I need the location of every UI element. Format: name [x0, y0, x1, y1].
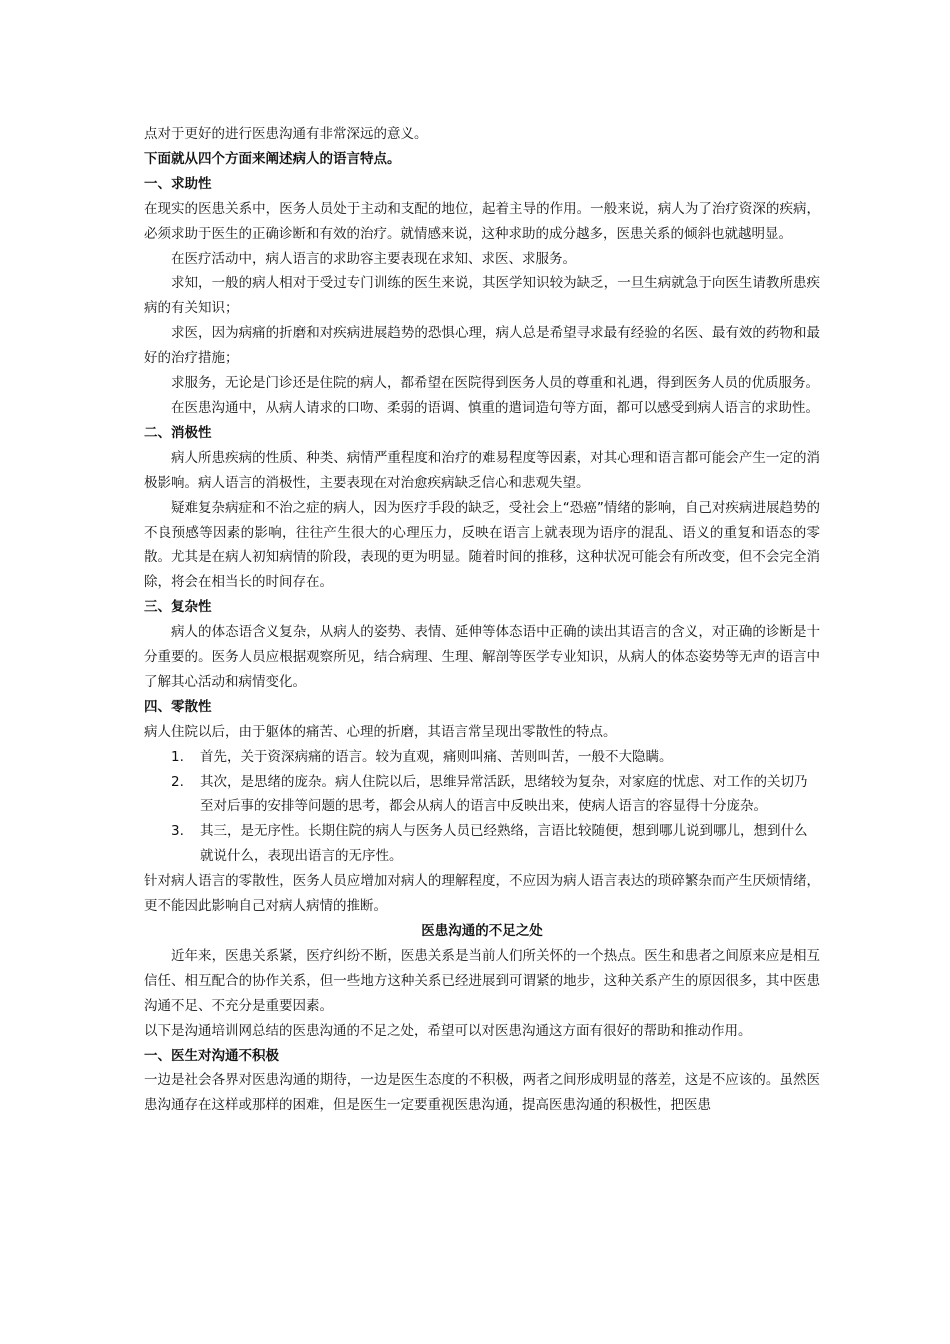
section-heading-1: 一、求助性 [144, 175, 212, 192]
list-text: 首先，关于资深病痛的语言。较为直观，痛则叫痛、苦则叫苦，一般不大隐瞒。 [200, 748, 673, 765]
list-text: 其三，是无序性。长期住院的病人与医务人员已经熟络，言语比较随便，想到哪儿说到哪儿，想到什么就说什么，表现出语言的无序性。 [200, 823, 808, 865]
paragraph: 针对病人语言的零散性，医务人员应增加对病人的理解程度，不应因为病人语言表达的琐碎繁杂而产生厌烦情绪，更不能因此影响自己对病人病情的推断。 [144, 873, 820, 915]
list-item [144, 770, 820, 820]
paragraph: 点对于更好的进行医患沟通有非常深远的意义。 [144, 126, 428, 142]
list-item [144, 745, 820, 770]
paragraph: 病人的体态语含义复杂，从病人的姿势、表情、延伸等体态语中正确的读出其语言的含义，对正确的诊断是十分重要的。医务人员应根据观察所见，结合病理、生理、解剖等医学专业知识，从病人的体态姿势等无声的语言中了解其心活动和病情变化。 [144, 624, 820, 690]
list-number: 3. [171, 823, 184, 840]
list-number: 1. [171, 748, 184, 765]
intro-heading: 下面就从四个方面来阐述病人的语言特点。 [144, 150, 401, 167]
paragraph: 在医疗活动中，病人语言的求助容主要表现在求知、求医、求服务。 [171, 250, 576, 267]
section-heading-4: 四、零散性 [144, 698, 212, 715]
paragraph: 在医患沟通中，从病人请求的口吻、柔弱的语调、慎重的遣词造句等方面，都可以感受到病人语言的求助性。 [171, 399, 819, 416]
paragraph: 求知，一般的病人相对于受过专门训练的医生来说，其医学知识较为缺乏，一旦生病就急于向医生请教所患疾病的有关知识； [144, 275, 820, 317]
paragraph: 在现实的医患关系中，医务人员处于主动和支配的地位，起着主导的作用。一般来说，病人为了治疗资深的疾病，必须求助于医生的正确诊断和有效的治疗。就情感来说，这种求助的成分越多，医患关系的倾斜也就越明显。 [144, 200, 820, 242]
section-heading-5: 一、医生对沟通不积极 [144, 1047, 279, 1064]
list-item [144, 819, 820, 869]
paragraph: 求服务，无论是门诊还是住院的病人，都希望在医院得到医务人员的尊重和礼遇，得到医务人员的优质服务。 [171, 375, 819, 392]
article-title: 医患沟通的不足之处 [421, 923, 543, 939]
paragraph: 疑难复杂病症和不治之症的病人，因为医疗手段的缺乏，受社会上“恐癌”情绪的影响，自己对疾病进展趋势的不良预感等因素的影响，往往产生很大的心理压力，反映在语言上就表现为语序的混乱、语义的重复和语态的零散。尤其是在病人初知病情的阶段，表现的更为明显。随着时间的推移，这种状况可能会有所改变，但不会完全消除，将会在相当长的时间存在。 [144, 499, 820, 591]
list-number: 2. [171, 773, 184, 790]
paragraph: 病人所患疾病的性质、种类、病情严重程度和治疗的难易程度等因素，对其心理和语言都可能会产生一定的消极影响。病人语言的消极性，主要表现在对治愈疾病缺乏信心和悲观失望。 [144, 449, 820, 491]
paragraph: 一边是社会各界对医患沟通的期待，一边是医生态度的不积极，两者之间形成明显的落差，这是不应该的。虽然医患沟通存在这样或那样的困难，但是医生一定要重视医患沟通，提高医患沟通的积极性，把医患 [144, 1072, 820, 1114]
document-page [144, 122, 820, 1118]
paragraph: 求医，因为病痛的折磨和对疾病进展趋势的恐惧心理，病人总是希望寻求最有经验的名医、最有效的药物和最好的治疗措施； [144, 325, 820, 367]
section-heading-3: 三、复杂性 [144, 599, 212, 616]
section-heading-2: 二、消极性 [144, 424, 212, 441]
paragraph: 病人住院以后，由于躯体的痛苦、心理的折磨，其语言常呈现出零散性的特点。 [144, 723, 617, 740]
list-text: 其次，是思绪的庞杂。病人住院以后，思维异常活跃，思绪较为复杂，对家庭的忧虑、对工作的关切乃至对后事的安排等问题的思考，都会从病人的语言中反映出来，使病人语言的容显得十分庞杂。 [200, 773, 808, 815]
paragraph: 近年来，医患关系紧，医疗纠纷不断，医患关系是当前人们所关怀的一个热点。医生和患者之间原来应是相互信任、相互配合的协作关系，但一些地方这种关系已经进展到可谓紧的地步，这种关系产生的原因很多，其中医患沟通不足、不充分是重要因素。 [144, 947, 820, 1014]
paragraph: 以下是沟通培训网总结的医患沟通的不足之处，希望可以对医患沟通这方面有很好的帮助和推动作用。 [144, 1022, 752, 1039]
